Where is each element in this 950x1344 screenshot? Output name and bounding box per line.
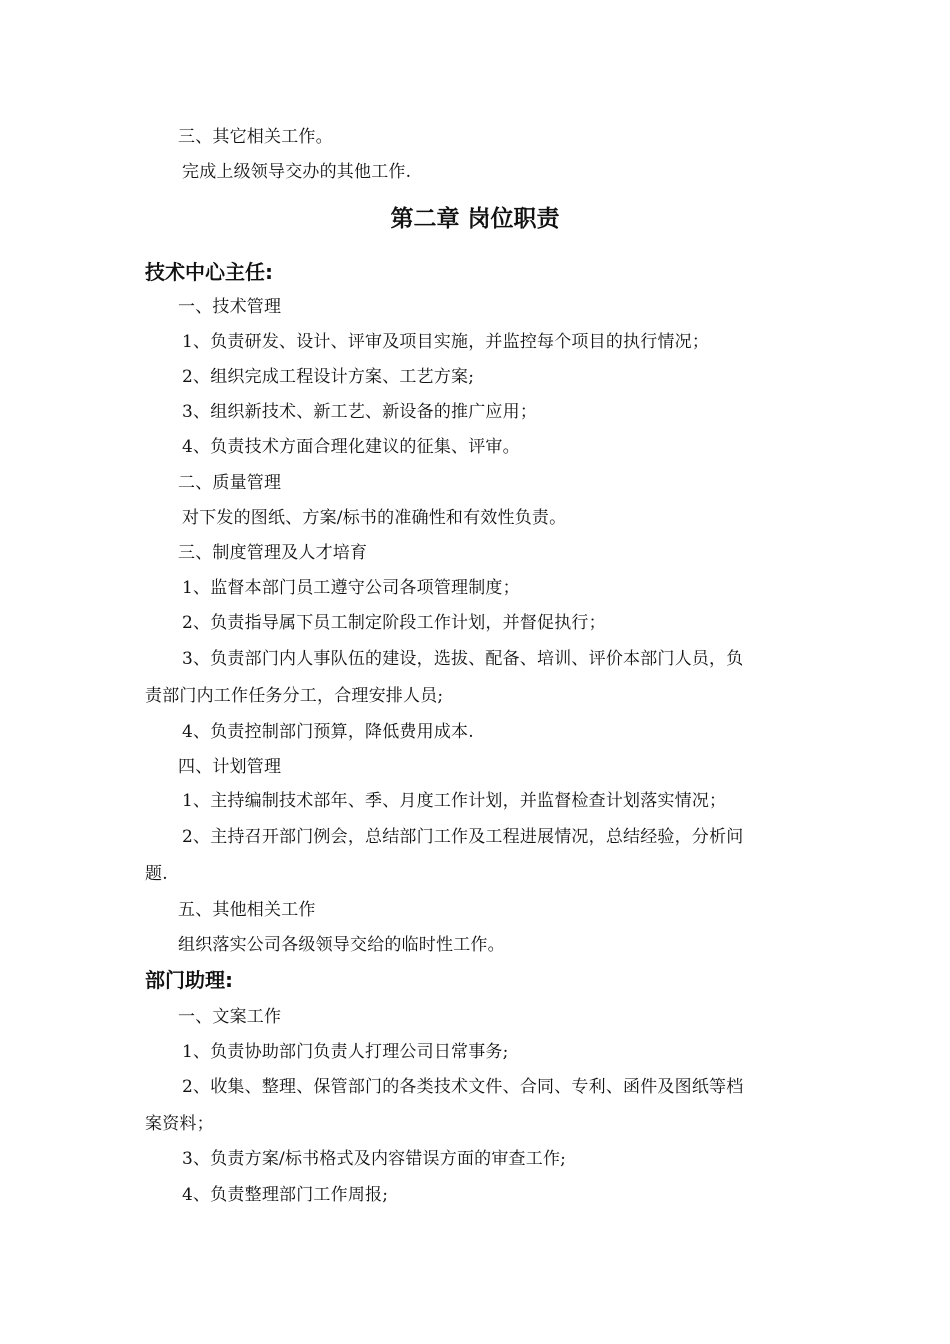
system-mgmt-item-4: 4、负责控制部门预算，降低费用成本. (182, 722, 474, 742)
other-work-heading: 五、其他相关工作 (178, 900, 316, 920)
tech-mgmt-heading: 一、技术管理 (178, 297, 282, 317)
chapter-title: 第二章 岗位职责 (390, 206, 560, 232)
plan-mgmt-item-2-line-2: 题. (145, 864, 168, 884)
intro-text: 完成上级领导交办的其他工作. (182, 162, 412, 182)
tech-mgmt-item-2: 2、组织完成工程设计方案、工艺方案; (182, 367, 475, 387)
assistant-section-title: 部门助理: (145, 968, 233, 992)
copy-work-item-2-line-2: 案资料； (145, 1114, 214, 1134)
plan-mgmt-heading: 四、计划管理 (178, 757, 282, 777)
copy-work-item-3: 3、负责方案/标书格式及内容错误方面的审查工作; (182, 1149, 567, 1169)
tech-mgmt-item-3: 3、组织新技术、新工艺、新设备的推广应用； (182, 402, 538, 422)
intro-heading: 三、其它相关工作。 (178, 127, 333, 147)
tech-mgmt-item-4: 4、负责技术方面合理化建议的征集、评审。 (182, 437, 520, 457)
copy-work-item-2-line-1: 2、收集、整理、保管部门的各类技术文件、合同、专利、函件及图纸等档 (182, 1077, 744, 1097)
quality-mgmt-heading: 二、质量管理 (178, 473, 282, 493)
other-work-text: 组织落实公司各级领导交给的临时性工作。 (178, 935, 505, 955)
quality-mgmt-text: 对下发的图纸、方案/标书的准确性和有效性负责。 (182, 508, 567, 528)
plan-mgmt-item-2-line-1: 2、主持召开部门例会，总结部门工作及工程进展情况，总结经验，分析问 (182, 827, 744, 847)
system-mgmt-item-1: 1、监督本部门员工遵守公司各项管理制度； (182, 578, 520, 598)
copy-work-item-1: 1、负责协助部门负责人打理公司日常事务; (182, 1042, 509, 1062)
director-section-title: 技术中心主任: (145, 260, 273, 284)
copy-work-item-4: 4、负责整理部门工作周报; (182, 1185, 389, 1205)
system-mgmt-heading: 三、制度管理及人才培育 (178, 543, 368, 563)
system-mgmt-item-2: 2、负责指导属下员工制定阶段工作计划，并督促执行； (182, 613, 606, 633)
tech-mgmt-item-1: 1、负责研发、设计、评审及项目实施，并监控每个项目的执行情况； (182, 332, 710, 352)
system-mgmt-item-3-line-2: 责部门内工作任务分工，合理安排人员; (145, 686, 444, 706)
system-mgmt-item-3-line-1: 3、负责部门内人事队伍的建设，选拔、配备、培训、评价本部门人员，负 (182, 649, 744, 669)
plan-mgmt-item-1: 1、主持编制技术部年、季、月度工作计划，并监督检查计划落实情况； (182, 791, 727, 811)
copy-work-heading: 一、文案工作 (178, 1007, 282, 1027)
